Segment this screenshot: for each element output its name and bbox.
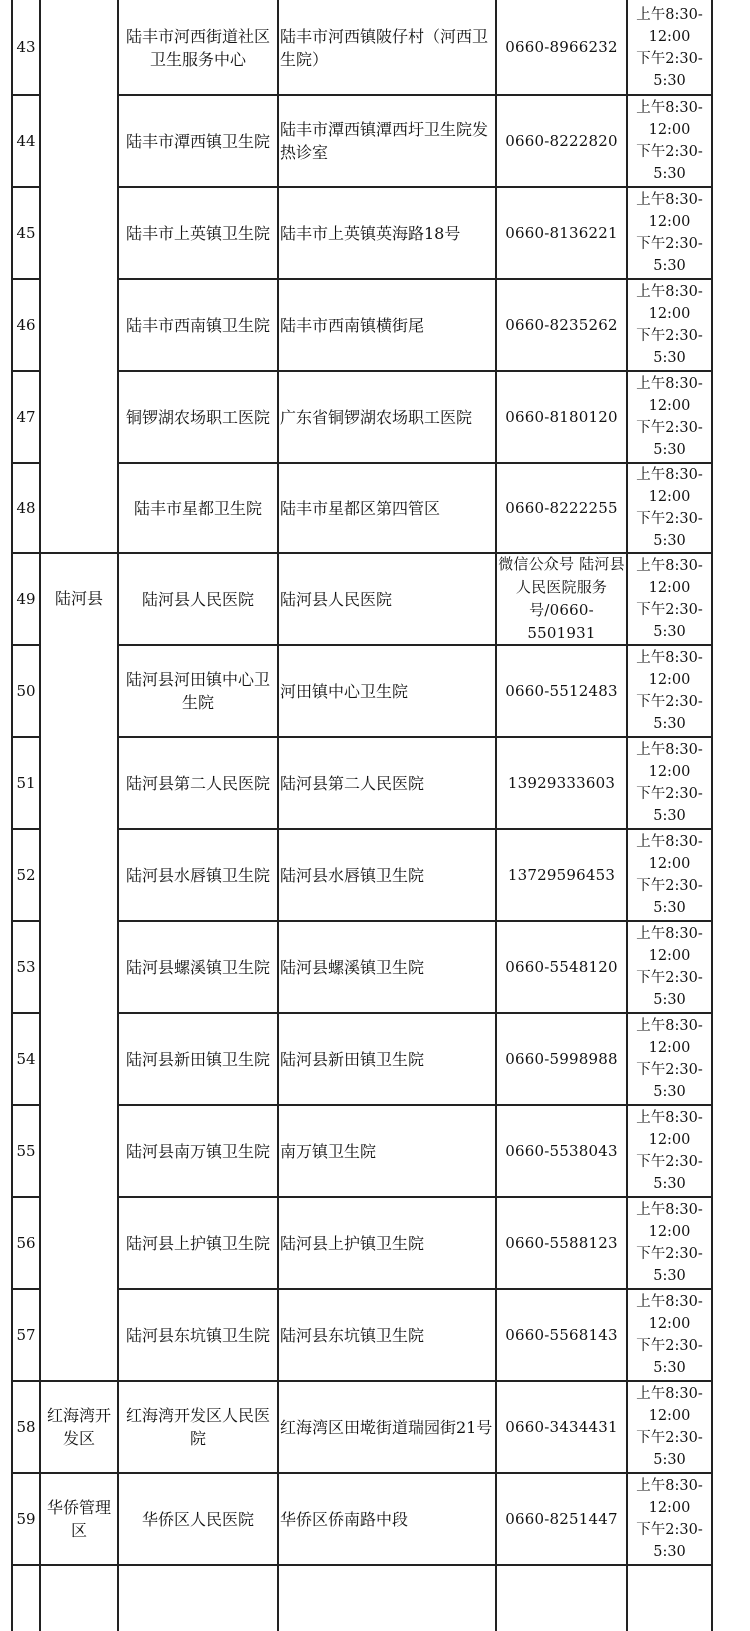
hospital-name: 陆河县南万镇卫生院: [125, 1141, 270, 1161]
service-hours-line: 12:00: [648, 1500, 691, 1516]
contact-phone: 0660-8966232: [505, 38, 618, 56]
service-hours: [629, 465, 710, 551]
service-hours-line: 上午8:30-: [636, 1018, 703, 1034]
hospital-name: 陆河县水唇镇卫生院: [125, 865, 270, 885]
service-hours-line: 下午2:30-: [636, 236, 703, 252]
table-row-rule: [117, 370, 713, 372]
service-hours-line: 5:30: [653, 533, 686, 549]
hospital-address: 华侨区侨南路中段: [280, 1509, 409, 1529]
service-hours: [629, 1475, 710, 1563]
hospital-name: 陆河县第二人民医院: [125, 773, 270, 793]
hospital-name: 陆河县新田镇卫生院: [125, 1049, 270, 1069]
service-hours-line: 下午2:30-: [636, 420, 703, 436]
hospital-address: 陆河县人民医院: [280, 589, 393, 609]
table-column-rule: [11, 0, 13, 1631]
service-hours-line: 下午2:30-: [636, 694, 703, 710]
service-hours-line: 5:30: [653, 350, 686, 366]
contact-phone: 0660-5588123: [505, 1233, 618, 1252]
table-row-rule: [11, 462, 41, 464]
service-hours-line: 上午8:30-: [636, 1478, 703, 1494]
hospital-address: 广东省铜锣湖农场职工医院: [280, 407, 473, 427]
service-hours: [629, 831, 710, 919]
service-hours: [629, 1015, 710, 1103]
service-hours-line: 5:30: [653, 1544, 686, 1560]
service-hours: [629, 97, 710, 185]
service-hours-line: 12:00: [648, 398, 691, 414]
hospital-name: 陆河县螺溪镇卫生院: [125, 957, 270, 977]
table-column-rule: [495, 0, 497, 1631]
service-hours-line: 5:30: [653, 442, 686, 458]
hospital-address: 陆丰市星都区第四管区: [280, 498, 441, 518]
service-hours-line: 12:00: [648, 214, 691, 230]
contact-phone: 0660-5568143: [505, 1325, 618, 1344]
service-hours-line: 5:30: [653, 1176, 686, 1192]
service-hours-line: 下午2:30-: [636, 878, 703, 894]
hospital-address: 陆河县水唇镇卫生院: [280, 865, 425, 885]
service-hours-line: 上午8:30-: [636, 742, 703, 758]
service-hours-line: 12:00: [648, 1132, 691, 1148]
service-hours-line: 5:30: [653, 166, 686, 182]
table-row-rule: [117, 94, 713, 96]
service-hours-line: 12:00: [648, 1224, 691, 1240]
service-hours-line: 5:30: [653, 1360, 686, 1376]
table-row-rule: [11, 1564, 713, 1566]
contact-phone: 0660-5548120: [505, 957, 618, 976]
service-hours-line: 上午8:30-: [636, 834, 703, 850]
hospital-name: 陆河县东坑镇卫生院: [125, 1325, 270, 1345]
service-hours: [629, 647, 710, 735]
service-hours-line: 上午8:30-: [636, 558, 703, 574]
contact-phone: 微信公众号 陆河县人民医院服务号/0660-5501931: [498, 555, 625, 642]
row-number: 44: [16, 131, 36, 150]
table-row-rule: [117, 644, 713, 646]
hospital-address: 陆河县第二人民医院: [280, 773, 425, 793]
service-hours-line: 下午2:30-: [636, 328, 703, 344]
service-hours-line: 5:30: [653, 900, 686, 916]
service-hours-line: 12:00: [648, 122, 691, 138]
table-row-rule: [11, 736, 41, 738]
service-hours-line: 下午2:30-: [636, 50, 703, 67]
hospital-address: 陆丰市河西镇陂仔村（河西卫生院）: [280, 26, 489, 69]
table-row-rule: [11, 552, 713, 554]
service-hours-line: 12:00: [648, 306, 691, 322]
service-hours: [629, 739, 710, 827]
service-hours-line: 上午8:30-: [636, 192, 703, 208]
service-hours: [629, 923, 710, 1011]
service-hours: [629, 1383, 710, 1471]
service-hours-line: 5:30: [653, 808, 686, 824]
table-row-rule: [11, 1196, 41, 1198]
table-row-rule: [117, 462, 713, 464]
service-hours: [629, 373, 710, 461]
contact-phone: 0660-5538043: [505, 1141, 618, 1160]
region-name: 陆河县: [54, 589, 103, 608]
table-column-rule: [626, 0, 628, 1631]
hospital-name: 陆丰市上英镇卫生院: [125, 223, 270, 243]
contact-phone: 0660-8251447: [505, 1509, 618, 1528]
service-hours-line: 上午8:30-: [636, 467, 703, 483]
table-row-rule: [117, 920, 713, 922]
service-hours-line: 5:30: [653, 1268, 686, 1284]
service-hours-line: 上午8:30-: [636, 284, 703, 300]
service-hours-line: 5:30: [653, 1084, 686, 1100]
hospital-name: 陆河县上护镇卫生院: [125, 1233, 270, 1253]
service-hours-line: 下午2:30-: [636, 1062, 703, 1078]
hospital-name: 陆丰市星都卫生院: [133, 498, 262, 518]
service-hours-line: 下午2:30-: [636, 1246, 703, 1262]
row-number: 48: [16, 498, 36, 517]
hospital-address: 陆丰市上英镇英海路18号: [280, 223, 461, 243]
service-hours-line: 上午8:30-: [636, 376, 703, 392]
row-number: 50: [16, 681, 36, 700]
table-column-rule: [277, 0, 279, 1631]
table-row-rule: [11, 370, 41, 372]
row-number: 43: [16, 38, 36, 56]
contact-phone: 0660-8136221: [505, 223, 618, 242]
table-row-rule: [11, 94, 41, 96]
row-number: 47: [16, 407, 36, 426]
contact-phone: 0660-5512483: [505, 681, 618, 700]
service-hours-line: 5:30: [653, 992, 686, 1008]
service-hours: [629, 1291, 710, 1379]
service-hours-line: 下午2:30-: [636, 1338, 703, 1354]
service-hours: [629, 1199, 710, 1287]
service-hours-line: 12:00: [648, 28, 691, 45]
row-number: 51: [16, 773, 36, 792]
contact-phone: 13729596453: [507, 865, 616, 884]
row-number: 54: [16, 1049, 36, 1068]
hospital-name: 陆河县人民医院: [141, 589, 254, 609]
table-row-rule: [117, 828, 713, 830]
table-row-rule: [117, 1104, 713, 1106]
service-hours-line: 12:00: [648, 489, 691, 505]
table-row-rule: [11, 1380, 713, 1382]
table-row-rule: [11, 1472, 713, 1474]
service-hours-line: 下午2:30-: [636, 144, 703, 160]
row-number: 52: [16, 865, 36, 884]
service-hours-line: 上午8:30-: [636, 6, 703, 23]
contact-phone: 0660-8222255: [505, 498, 618, 517]
row-number: 53: [16, 957, 36, 976]
service-hours: [629, 1107, 710, 1195]
service-hours-line: 5:30: [653, 258, 686, 274]
hospital-address: 陆河县上护镇卫生院: [280, 1233, 425, 1253]
service-hours-line: 5:30: [653, 1452, 686, 1468]
service-hours-line: 上午8:30-: [636, 1386, 703, 1402]
hospital-name: 红海湾开发区人民医院: [125, 1406, 270, 1448]
table-row-rule: [117, 278, 713, 280]
service-hours-line: 上午8:30-: [636, 650, 703, 666]
service-hours-line: 12:00: [648, 1040, 691, 1056]
contact-phone: 0660-8180120: [505, 407, 618, 426]
hospital-address: 红海湾区田墘街道瑞园街21号: [280, 1417, 493, 1437]
region-name: 华侨管理区: [46, 1498, 111, 1540]
service-hours-line: 12:00: [648, 1408, 691, 1424]
table-row-rule: [11, 186, 41, 188]
service-hours-line: 下午2:30-: [636, 1154, 703, 1170]
hospital-name: 陆丰市潭西镇卫生院: [125, 131, 270, 151]
hospital-name: 华侨区人民医院: [141, 1509, 254, 1529]
hospital-address: 河田镇中心卫生院: [280, 681, 409, 701]
hospital-address: 陆河县新田镇卫生院: [280, 1049, 425, 1069]
table-row-rule: [117, 1288, 713, 1290]
service-hours-line: 上午8:30-: [636, 1110, 703, 1126]
hospital-address: 南万镇卫生院: [280, 1141, 377, 1161]
service-hours-line: 12:00: [648, 948, 691, 964]
hospital-name: 铜锣湖农场职工医院: [125, 407, 270, 427]
contact-phone: 0660-8222820: [505, 131, 618, 150]
hospital-address: 陆丰市西南镇横街尾: [280, 315, 425, 335]
row-number: 46: [16, 315, 36, 334]
contact-phone: 0660-8235262: [505, 315, 618, 334]
row-number: 49: [16, 589, 36, 608]
table-row-rule: [11, 278, 41, 280]
table-row-rule: [117, 736, 713, 738]
service-hours-line: 上午8:30-: [636, 100, 703, 116]
service-hours-line: 下午2:30-: [636, 786, 703, 802]
region-name: 红海湾开发区: [46, 1406, 111, 1448]
service-hours-line: 下午2:30-: [636, 1522, 703, 1538]
service-hours-line: 12:00: [648, 764, 691, 780]
service-hours: [629, 281, 710, 369]
service-hours-line: 上午8:30-: [636, 1294, 703, 1310]
table-row-rule: [117, 1012, 713, 1014]
row-number: 45: [16, 223, 36, 242]
table-column-rule: [117, 0, 119, 1631]
service-hours-line: 5:30: [653, 624, 686, 640]
service-hours-line: 5:30: [653, 72, 686, 89]
table-row-rule: [11, 1012, 41, 1014]
table-column-rule: [711, 0, 713, 1631]
table-row-rule: [117, 186, 713, 188]
row-number: 55: [16, 1141, 36, 1160]
hospital-address: 陆河县螺溪镇卫生院: [280, 957, 425, 977]
row-number: 56: [16, 1233, 36, 1252]
table-row-rule: [11, 828, 41, 830]
hospital-name: 陆河县河田镇中心卫生院: [125, 670, 270, 712]
hospital-address: 陆丰市潭西镇潭西圩卫生院发热诊室: [280, 120, 489, 162]
service-hours: [629, 2, 710, 93]
contact-phone: 0660-5998988: [505, 1049, 618, 1068]
row-number: 57: [16, 1325, 36, 1344]
service-hours-line: 12:00: [648, 1316, 691, 1332]
service-hours-line: 12:00: [648, 580, 691, 596]
service-hours-line: 上午8:30-: [636, 1202, 703, 1218]
service-hours-line: 下午2:30-: [636, 511, 703, 527]
service-hours-line: 下午2:30-: [636, 602, 703, 618]
table-row-rule: [11, 1288, 41, 1290]
service-hours: [629, 555, 710, 643]
service-hours-line: 5:30: [653, 716, 686, 732]
table-row-rule: [11, 1104, 41, 1106]
table-column-rule: [39, 0, 41, 1631]
service-hours-line: 上午8:30-: [636, 926, 703, 942]
service-hours-line: 12:00: [648, 856, 691, 872]
service-hours-line: 下午2:30-: [636, 970, 703, 986]
row-number: 58: [16, 1417, 36, 1436]
hospital-name: 陆丰市河西街道社区卫生服务中心: [125, 26, 270, 69]
table-row-rule: [11, 644, 41, 646]
service-hours-line: 12:00: [648, 672, 691, 688]
table-row-rule: [11, 920, 41, 922]
service-hours: [629, 189, 710, 277]
row-number: 59: [16, 1509, 36, 1528]
service-hours-line: 下午2:30-: [636, 1430, 703, 1446]
contact-phone: 13929333603: [507, 773, 616, 792]
hospital-name: 陆丰市西南镇卫生院: [125, 315, 270, 335]
hospital-address: 陆河县东坑镇卫生院: [280, 1325, 425, 1345]
contact-phone: 0660-3434431: [505, 1417, 618, 1436]
table-row-rule: [117, 1196, 713, 1198]
